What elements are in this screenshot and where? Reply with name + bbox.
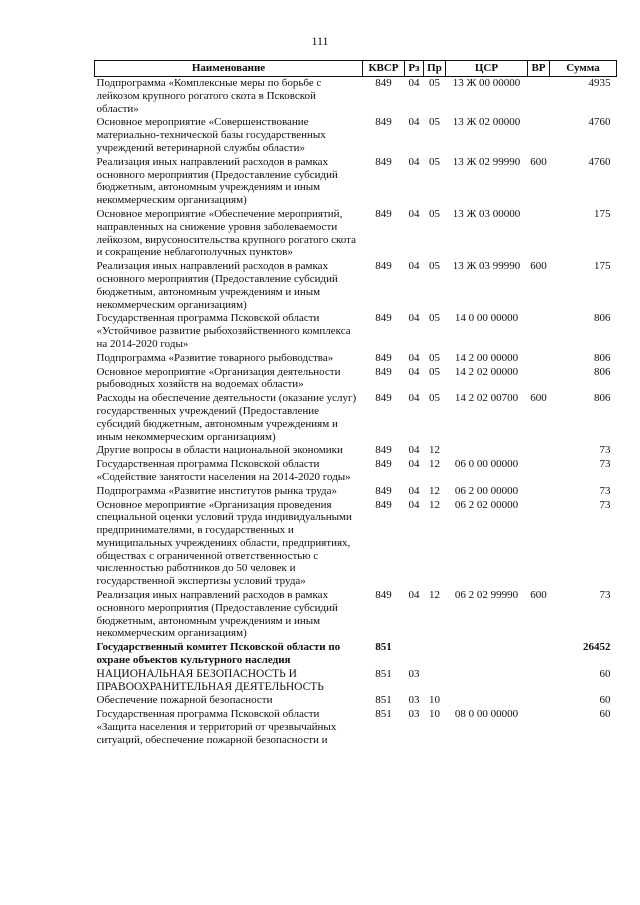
cell-pr: 10 [429,708,440,721]
table-row [95,589,617,641]
cell-name: Подпрограмма «Развитие товарного рыбоводства» [96,351,334,364]
cell-rz [405,641,424,668]
cell-kvsr: 851 [375,708,392,721]
cell-pr: 12 [429,498,440,511]
cell-pr: 12 [429,589,440,602]
table-row [95,352,617,366]
cell-rz: 04 [408,312,420,325]
cell-vr: 600 [530,260,547,273]
cell-name: Государственная программа Псковской области «Содействие занятости населения на 2014-2020 годы» [96,458,351,483]
cell-csr [446,444,528,458]
cell-kvsr: 851 [375,641,392,654]
cell-name: Реализация иных направлений расходов в рамках основного мероприятия (Предоставление субсидий бюджетным, автономным учреждениям и иным некоммерческим организациям) [96,260,338,311]
cell-pr: 05 [429,365,440,378]
cell-sum: 806 [594,351,611,364]
cell-csr [446,641,528,668]
cell-name: Основное мероприятие «Совершенствование материально-технической базы государственных учреждений ветеринарной службы области» [96,116,326,154]
table-row [95,156,617,208]
cell-vr [528,208,550,260]
cell-sum: 73 [599,589,611,602]
table-row [95,444,617,458]
cell-vr [528,312,550,351]
cell-kvsr: 849 [375,351,392,364]
cell-vr [528,366,550,393]
table-row [95,485,617,499]
cell-sum: 73 [599,484,611,497]
header-name: Наименование [95,61,363,77]
table-row [95,641,617,668]
cell-name: Подпрограмма «Комплексные меры по борьбе с лейкозом крупного рогатого скота в Псковской области» [96,77,322,115]
cell-name: Основное мероприятие «Организация деятельности рыбоводных хозяйств на водоемах области» [96,365,341,391]
cell-name: Расходы на обеспечение деятельности (оказание услуг) государственных учреждений (Предоставление субсидий бюджетным, автономным учреждениям и иным некоммерческим организациям) [96,392,357,443]
cell-vr [528,708,550,747]
cell-sum: 60 [599,667,611,680]
cell-kvsr: 849 [375,498,392,511]
cell-vr [528,77,550,117]
cell-kvsr: 849 [375,77,392,89]
header-rz: Рз [405,61,424,77]
cell-kvsr: 849 [375,155,392,168]
cell-sum: 4935 [588,77,611,89]
cell-rz: 04 [408,351,420,364]
table-body [95,77,617,748]
cell-csr: 13 Ж 03 00000 [452,207,521,220]
cell-pr: 05 [429,312,440,325]
cell-csr: 14 2 02 00700 [454,392,519,405]
cell-name: Государственная программа Псковской области «Устойчивое развитие рыбохозяйственного комплекса на 2014-2020 годы» [96,312,351,350]
cell-vr [528,444,550,458]
cell-sum: 4760 [588,155,611,168]
table-row [95,366,617,393]
cell-vr [528,499,550,590]
cell-vr [528,694,550,708]
cell-csr: 13 Ж 00 00000 [452,77,521,89]
cell-sum: 60 [599,694,611,707]
table-row [95,260,617,312]
cell-pr: 05 [429,155,440,168]
cell-rz: 03 [408,694,420,707]
cell-rz: 04 [408,155,420,168]
table-row [95,312,617,351]
cell-vr [528,116,550,155]
cell-kvsr: 849 [375,365,392,378]
cell-vr [528,668,550,695]
cell-csr: 13 Ж 02 99990 [452,155,521,168]
cell-pr: 05 [429,77,440,89]
cell-kvsr: 849 [375,260,392,273]
cell-vr: 600 [530,155,547,168]
cell-pr: 12 [429,458,440,471]
table-header-row [95,61,617,77]
cell-csr: 06 2 02 00000 [454,498,519,511]
cell-sum: 73 [599,444,611,457]
cell-name: НАЦИОНАЛЬНАЯ БЕЗОПАСНОСТЬ И ПРАВООХРАНИТЕЛЬНАЯ ДЕЯТЕЛЬНОСТЬ [96,667,324,693]
cell-sum: 175 [594,260,611,273]
table-row [95,668,617,695]
cell-sum: 26452 [583,641,611,654]
cell-rz: 04 [408,392,420,405]
cell-kvsr: 849 [375,444,392,457]
cell-csr: 14 2 00 00000 [454,351,519,364]
cell-vr [528,485,550,499]
header-kvsr: КВСР [363,61,405,77]
cell-name: Обеспечение пожарной безопасности [96,694,273,707]
cell-sum: 73 [599,458,611,471]
table-row [95,499,617,590]
cell-sum: 73 [599,498,611,511]
header-sum: Сумма [550,61,617,77]
cell-rz: 04 [408,458,420,471]
cell-csr: 13 Ж 03 99990 [452,260,521,273]
table-row [95,392,617,444]
cell-csr: 06 2 02 99990 [454,589,519,602]
cell-rz: 03 [408,667,420,680]
cell-pr: 05 [429,207,440,220]
cell-rz: 04 [408,260,420,273]
cell-sum: 4760 [588,116,611,129]
header-csr: ЦСР [446,61,528,77]
cell-pr: 05 [429,260,440,273]
cell-pr: 05 [429,351,440,364]
cell-pr [424,641,446,668]
header-vr: ВР [528,61,550,77]
cell-vr [528,352,550,366]
cell-csr [446,694,528,708]
cell-kvsr: 849 [375,312,392,325]
cell-csr: 13 Ж 02 00000 [452,116,521,129]
cell-kvsr: 849 [375,458,392,471]
cell-sum: 806 [594,365,611,378]
table-row [95,208,617,260]
budget-table [94,60,617,748]
cell-csr: 06 0 00 00000 [454,458,519,471]
cell-pr [424,668,446,695]
cell-csr: 06 2 00 00000 [454,484,519,497]
table-row [95,458,617,485]
cell-name: Основное мероприятие «Обеспечение мероприятий, направленных на снижение уровня заболеваемости лейкозом, вирусоносительства крупного рогатого скота и сокращение неблагополучных пунктов» [96,207,356,259]
table-row [95,77,617,117]
cell-sum: 806 [594,392,611,405]
header-pr: Пр [424,61,446,77]
cell-kvsr: 851 [375,694,392,707]
cell-vr: 600 [530,392,547,405]
cell-pr: 10 [429,694,440,707]
cell-vr [528,458,550,485]
cell-name: Государственная программа Псковской области «Защита населения и территорий от чрезвычайных ситуаций, обеспечение пожарной безопасности и [96,708,337,746]
page-number: 111 [311,34,329,48]
cell-sum: 806 [594,312,611,325]
cell-rz: 04 [408,207,420,220]
cell-kvsr: 851 [375,667,392,680]
cell-kvsr: 849 [375,116,392,129]
cell-pr: 05 [429,392,440,405]
cell-name: Реализация иных направлений расходов в рамках основного мероприятия (Предоставление субсидий бюджетным, автономным учреждениям и иным некоммерческим организациям) [96,589,338,640]
table-row [95,116,617,155]
table-row [95,694,617,708]
cell-pr: 12 [429,444,440,457]
cell-pr: 12 [429,484,440,497]
cell-rz: 04 [408,365,420,378]
cell-vr: 600 [530,589,547,602]
cell-name: Государственный комитет Псковской области по охране объектов культурного наследия [96,641,341,667]
cell-rz: 03 [408,708,420,721]
cell-rz: 04 [408,77,420,89]
cell-kvsr: 849 [375,589,392,602]
cell-name: Подпрограмма «Развитие институтов рынка труда» [96,484,338,497]
cell-sum: 175 [594,207,611,220]
cell-rz: 04 [408,484,420,497]
cell-csr [446,668,528,695]
cell-rz: 04 [408,116,420,129]
cell-kvsr: 849 [375,484,392,497]
cell-rz: 04 [408,589,420,602]
cell-rz: 04 [408,498,420,511]
cell-sum: 60 [599,708,611,721]
cell-kvsr: 849 [375,392,392,405]
cell-vr [528,641,550,668]
cell-csr: 08 0 00 00000 [454,708,519,721]
cell-name: Реализация иных направлений расходов в рамках основного мероприятия (Предоставление субсидий бюджетным, автономным учреждениям и иным некоммерческим организациям) [96,155,338,207]
cell-pr: 05 [429,116,440,129]
cell-rz: 04 [408,444,420,457]
cell-csr: 14 2 02 00000 [454,365,519,378]
cell-kvsr: 849 [375,207,392,220]
cell-csr: 14 0 00 00000 [454,312,519,325]
table-row [95,708,617,747]
cell-name: Другие вопросы в области национальной экономики [96,444,343,457]
cell-name: Основное мероприятие «Организация проведения специальной оценки условий труда индивидуальными предпринимателями, в государственных и муниципальных учреждениях области, предприятиях, обществах с ограниченной ответственностью с численностью работников до 50 человек и государственной экспертизы условий труда» [96,498,352,588]
